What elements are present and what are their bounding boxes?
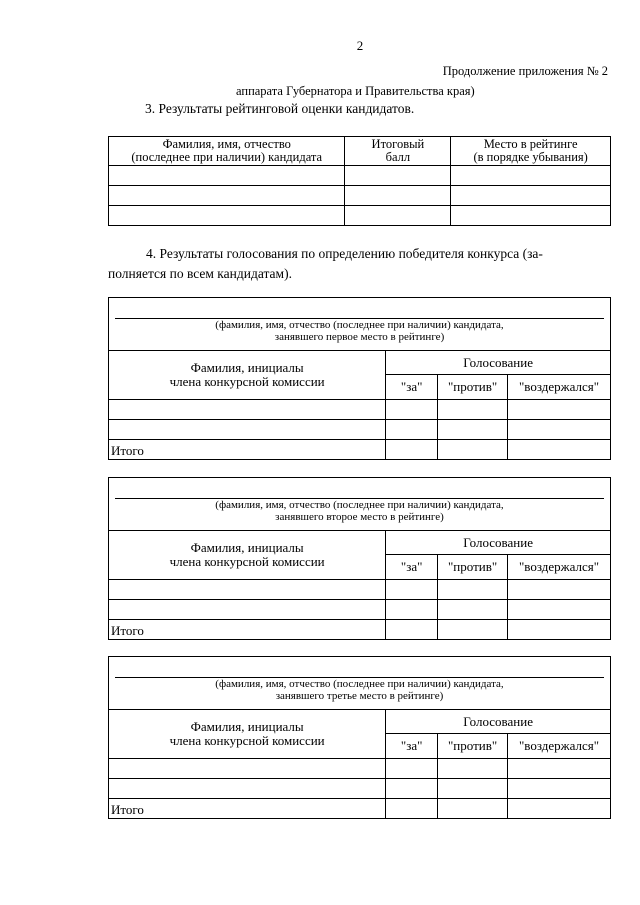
total-cell[interactable]	[386, 799, 438, 819]
option-against: "против"	[438, 734, 508, 759]
rating-header-name-line1: Фамилия, имя, отчество	[162, 137, 291, 151]
vote-cell[interactable]	[109, 580, 386, 600]
option-abstain: "воздержался"	[508, 375, 611, 400]
vote-row	[109, 600, 611, 620]
voting-table-first-place	[108, 297, 611, 460]
vote-row	[109, 400, 611, 420]
option-against: "против"	[438, 555, 508, 580]
rating-cell[interactable]	[109, 186, 345, 206]
option-abstain: "воздержался"	[508, 734, 611, 759]
candidate-caption-line2: занявшего второе место в рейтинге)	[275, 510, 444, 523]
option-for: "за"	[386, 375, 438, 400]
vote-cell[interactable]	[438, 600, 508, 620]
total-row	[109, 799, 611, 819]
rating-header-place-line2: (в порядке убывания)	[473, 150, 588, 164]
member-header-line1: Фамилия, инициалы	[190, 540, 304, 555]
rating-cell[interactable]	[345, 166, 451, 186]
vote-cell[interactable]	[386, 759, 438, 779]
section4-title-line1: 4. Результаты голосования по определению победителя конкурса (за-	[146, 246, 543, 261]
voting-table-second-place	[108, 477, 611, 640]
vote-cell[interactable]	[109, 420, 386, 440]
member-header-line2: члена конкурсной комиссии	[169, 733, 325, 748]
vote-cell[interactable]	[508, 420, 611, 440]
member-header	[109, 710, 386, 759]
candidate-caption-line1: (фамилия, имя, отчество (последнее при наличии) кандидата,	[215, 319, 504, 331]
rating-header-name	[109, 137, 345, 166]
option-for: "за"	[386, 555, 438, 580]
total-cell[interactable]	[386, 620, 438, 640]
rating-row	[109, 166, 611, 186]
vote-cell[interactable]	[109, 759, 386, 779]
vote-cell[interactable]	[438, 420, 508, 440]
department-line: аппарата Губернатора и Правительства края)	[236, 84, 475, 98]
rating-header-score	[345, 137, 451, 166]
vote-cell[interactable]	[386, 779, 438, 799]
page-number: 2	[356, 38, 364, 53]
appendix-continuation: Продолжение приложения № 2	[442, 64, 608, 78]
candidate-caption-line1: (фамилия, имя, отчество (последнее при наличии) кандидата,	[215, 499, 504, 511]
total-row	[109, 620, 611, 640]
candidate-caption	[109, 679, 610, 702]
total-label: Итого	[109, 620, 386, 640]
option-for: "за"	[386, 734, 438, 759]
vote-cell[interactable]	[386, 580, 438, 600]
vote-cell[interactable]	[438, 759, 508, 779]
total-cell[interactable]	[438, 440, 508, 460]
vote-row	[109, 580, 611, 600]
total-cell[interactable]	[438, 799, 508, 819]
vote-cell[interactable]	[386, 420, 438, 440]
total-cell[interactable]	[386, 440, 438, 460]
member-header-line2: члена конкурсной комиссии	[169, 554, 325, 569]
candidate-caption-line2: занявшего первое место в рейтинге)	[274, 330, 445, 343]
voting-table-third-place	[108, 656, 611, 819]
member-header	[109, 351, 386, 400]
total-cell[interactable]	[508, 440, 611, 460]
rating-header-score-line2: балл	[385, 150, 411, 164]
vote-row	[109, 759, 611, 779]
vote-cell[interactable]	[508, 400, 611, 420]
vote-cell[interactable]	[109, 400, 386, 420]
section3-title: 3. Результаты рейтинговой оценки кандидатов.	[145, 101, 415, 116]
vote-cell[interactable]	[386, 400, 438, 420]
voting-header: Голосование	[386, 531, 611, 555]
vote-cell[interactable]	[109, 779, 386, 799]
rating-cell[interactable]	[451, 206, 611, 226]
vote-row	[109, 420, 611, 440]
total-row	[109, 440, 611, 460]
member-header-line1: Фамилия, инициалы	[190, 719, 304, 734]
vote-cell[interactable]	[508, 580, 611, 600]
voting-header: Голосование	[386, 710, 611, 734]
voting-header: Голосование	[386, 351, 611, 375]
candidate-name-field[interactable]	[109, 298, 611, 351]
member-header-line1: Фамилия, инициалы	[190, 360, 304, 375]
total-cell[interactable]	[508, 799, 611, 819]
rating-header-place-line1: Место в рейтинге	[483, 137, 578, 151]
rating-header-score-line1: Итоговый	[371, 137, 425, 151]
candidate-caption-line1: (фамилия, имя, отчество (последнее при наличии) кандидата,	[215, 678, 504, 690]
candidate-caption-line2: занявшего третье место в рейтинге)	[275, 689, 444, 702]
total-label: Итого	[109, 799, 386, 819]
total-label: Итого	[109, 440, 386, 460]
rating-cell[interactable]	[109, 166, 345, 186]
rating-header-name-line2: (последнее при наличии) кандидата	[131, 150, 323, 164]
vote-cell[interactable]	[438, 400, 508, 420]
member-header-line2: члена конкурсной комиссии	[169, 374, 325, 389]
vote-row	[109, 779, 611, 799]
member-header	[109, 531, 386, 580]
candidate-caption	[109, 320, 610, 343]
option-abstain: "воздержался"	[508, 555, 611, 580]
rating-table	[108, 136, 611, 226]
total-cell[interactable]	[438, 620, 508, 640]
rating-cell[interactable]	[451, 186, 611, 206]
rating-cell[interactable]	[109, 206, 345, 226]
candidate-caption	[109, 500, 610, 523]
candidate-name-field[interactable]	[109, 657, 611, 710]
vote-cell[interactable]	[508, 600, 611, 620]
vote-cell[interactable]	[438, 580, 508, 600]
rating-row	[109, 186, 611, 206]
candidate-name-field[interactable]	[109, 478, 611, 531]
rating-row	[109, 206, 611, 226]
rating-header-place	[451, 137, 611, 166]
vote-cell[interactable]	[109, 600, 386, 620]
option-against: "против"	[438, 375, 508, 400]
total-cell[interactable]	[508, 620, 611, 640]
section4-title	[108, 244, 611, 284]
rating-cell[interactable]	[451, 166, 611, 186]
vote-cell[interactable]	[508, 779, 611, 799]
vote-cell[interactable]	[386, 600, 438, 620]
rating-cell[interactable]	[345, 186, 451, 206]
rating-cell[interactable]	[345, 206, 451, 226]
section4-title-line2: полняется по всем кандидатам).	[108, 266, 292, 281]
vote-cell[interactable]	[508, 759, 611, 779]
vote-cell[interactable]	[438, 779, 508, 799]
